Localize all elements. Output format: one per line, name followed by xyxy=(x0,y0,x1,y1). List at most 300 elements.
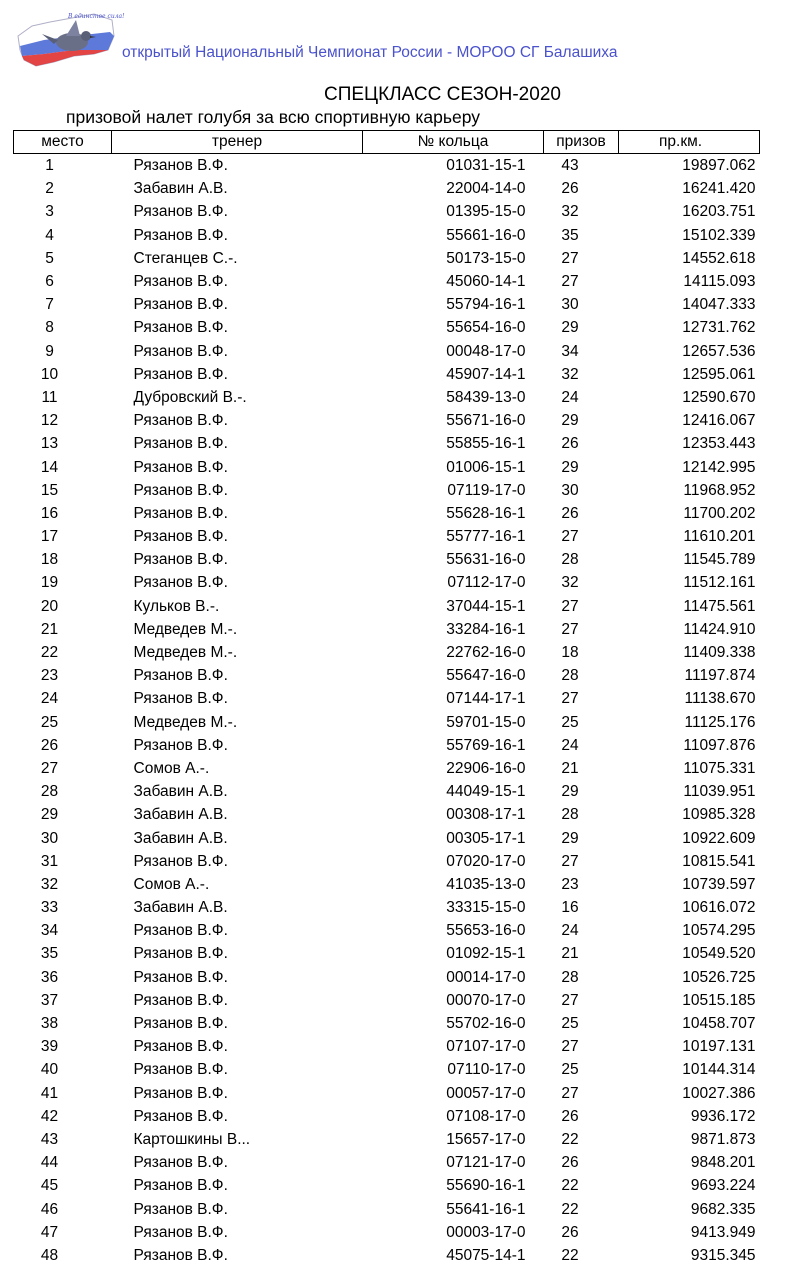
cell-trainer: Рязанов В.Ф. xyxy=(133,922,228,940)
cell-km: 10027.386 xyxy=(682,1084,756,1102)
table-row xyxy=(14,641,760,664)
cell-km: 12657.536 xyxy=(682,342,756,360)
season-title: СПЕЦКЛАСС СЕЗОН-2020 xyxy=(324,84,561,105)
cell-trainer: Рязанов В.Ф. xyxy=(133,528,228,546)
header-ring: № кольца xyxy=(363,131,544,154)
cell-trainer: Рязанов В.Ф. xyxy=(133,481,228,499)
cell-place: 46 xyxy=(40,1200,59,1218)
cell-trainer: Рязанов В.Ф. xyxy=(133,412,228,430)
cell-place: 22 xyxy=(40,644,59,662)
cell-prizes: 27 xyxy=(561,273,579,291)
cell-prizes: 28 xyxy=(561,806,579,824)
cell-place: 25 xyxy=(40,713,59,731)
cell-prizes: 35 xyxy=(561,226,579,244)
cell-prizes: 28 xyxy=(561,551,579,569)
table-row xyxy=(14,757,760,780)
cell-prizes: 21 xyxy=(561,945,579,963)
cell-place: 37 xyxy=(40,991,59,1009)
cell-ring: 00070-17-0 xyxy=(446,991,526,1009)
table-row xyxy=(14,687,760,710)
cell-trainer: Рязанов В.Ф. xyxy=(133,1154,228,1172)
cell-km: 10515.185 xyxy=(682,991,756,1009)
cell-place: 38 xyxy=(40,1015,59,1033)
cell-trainer: Картошкины В... xyxy=(133,1130,251,1148)
cell-place: 29 xyxy=(40,806,59,824)
cell-trainer: Рязанов В.Ф. xyxy=(133,226,228,244)
cell-trainer: Рязанов В.Ф. xyxy=(133,1015,228,1033)
cell-place: 27 xyxy=(40,759,59,777)
championship-title: открытый Национальный Чемпионат России - МОРОО СГ Балашиха xyxy=(122,44,618,61)
table-row xyxy=(14,363,760,386)
table-row xyxy=(14,316,760,339)
cell-prizes: 27 xyxy=(561,597,579,615)
cell-place: 40 xyxy=(40,1061,59,1079)
cell-trainer: Сомов А.-. xyxy=(133,759,210,777)
cell-prizes: 22 xyxy=(561,1246,579,1264)
cell-km: 11197.874 xyxy=(684,667,756,685)
cell-place: 4 xyxy=(45,226,54,244)
cell-prizes: 26 xyxy=(561,1154,579,1172)
table-row xyxy=(14,1128,760,1151)
cell-prizes: 16 xyxy=(561,899,579,917)
cell-ring: 01092-15-1 xyxy=(446,945,526,963)
cell-place: 20 xyxy=(40,597,59,615)
cell-trainer: Забавин А.В. xyxy=(133,783,228,801)
cell-ring: 00003-17-0 xyxy=(446,1223,526,1241)
cell-ring: 00057-17-0 xyxy=(446,1084,526,1102)
cell-place: 5 xyxy=(45,249,54,267)
table-header xyxy=(14,131,760,154)
cell-km: 11409.338 xyxy=(683,644,756,662)
cell-km: 11475.561 xyxy=(683,597,756,615)
cell-place: 30 xyxy=(40,829,59,847)
table-row xyxy=(14,989,760,1012)
cell-km: 11545.789 xyxy=(683,551,756,569)
cell-ring: 55702-16-0 xyxy=(446,1015,526,1033)
table-row xyxy=(14,154,760,178)
cell-ring: 59701-15-0 xyxy=(446,713,526,731)
cell-ring: 55654-16-0 xyxy=(446,319,526,337)
cell-place: 34 xyxy=(40,922,59,940)
cell-prizes: 23 xyxy=(561,875,579,893)
cell-trainer: Рязанов В.Ф. xyxy=(133,1107,228,1125)
cell-prizes: 29 xyxy=(561,412,579,430)
cell-prizes: 24 xyxy=(561,922,579,940)
cell-place: 21 xyxy=(40,620,59,638)
cell-km: 10985.328 xyxy=(682,806,756,824)
cell-km: 11125.176 xyxy=(684,713,756,731)
table-row xyxy=(14,1012,760,1035)
cell-prizes: 25 xyxy=(561,1015,579,1033)
cell-place: 31 xyxy=(40,852,59,870)
cell-trainer: Рязанов В.Ф. xyxy=(133,667,228,685)
cell-place: 33 xyxy=(40,899,59,917)
cell-ring: 55690-16-1 xyxy=(446,1177,526,1195)
cell-prizes: 29 xyxy=(561,783,579,801)
cell-km: 12353.443 xyxy=(682,435,756,453)
cell-trainer: Рязанов В.Ф. xyxy=(133,1177,228,1195)
cell-km: 14552.618 xyxy=(682,249,756,267)
cell-place: 17 xyxy=(40,528,59,546)
cell-prizes: 43 xyxy=(561,157,579,175)
table-row xyxy=(14,1058,760,1081)
cell-trainer: Рязанов В.Ф. xyxy=(133,1246,228,1264)
cell-km: 11075.331 xyxy=(683,759,756,777)
cell-prizes: 30 xyxy=(561,481,579,499)
subtitle: призовой налет голубя за всю спортивную карьеру xyxy=(66,107,481,127)
table-row xyxy=(14,664,760,687)
cell-place: 6 xyxy=(45,273,54,291)
cell-trainer: Забавин А.В. xyxy=(133,829,228,847)
cell-km: 9682.335 xyxy=(690,1200,756,1218)
cell-trainer: Рязанов В.Ф. xyxy=(133,690,228,708)
cell-prizes: 21 xyxy=(561,759,579,777)
cell-prizes: 26 xyxy=(561,1223,579,1241)
cell-km: 12416.067 xyxy=(682,412,756,430)
cell-km: 9871.873 xyxy=(690,1130,756,1148)
cell-prizes: 27 xyxy=(561,690,579,708)
cell-place: 43 xyxy=(40,1130,59,1148)
cell-km: 10549.520 xyxy=(682,945,756,963)
cell-km: 11610.201 xyxy=(683,528,756,546)
table-row xyxy=(14,780,760,803)
cell-trainer: Рязанов В.Ф. xyxy=(133,342,228,360)
cell-place: 44 xyxy=(40,1154,59,1172)
cell-trainer: Рязанов В.Ф. xyxy=(133,1200,228,1218)
cell-trainer: Рязанов В.Ф. xyxy=(133,736,228,754)
cell-prizes: 29 xyxy=(561,829,579,847)
cell-place: 15 xyxy=(40,481,59,499)
cell-trainer: Забавин А.В. xyxy=(133,180,228,198)
table-row xyxy=(14,1082,760,1105)
cell-place: 41 xyxy=(40,1084,59,1102)
table-row xyxy=(14,1244,760,1267)
cell-trainer: Кульков В.-. xyxy=(133,597,220,615)
cell-km: 11968.952 xyxy=(683,481,756,499)
cell-km: 14047.333 xyxy=(682,296,756,314)
cell-trainer: Забавин А.В. xyxy=(133,806,228,824)
cell-km: 10922.609 xyxy=(682,829,756,847)
cell-ring: 33315-15-0 xyxy=(446,899,526,917)
cell-prizes: 27 xyxy=(561,852,579,870)
cell-trainer: Рязанов В.Ф. xyxy=(133,852,228,870)
cell-km: 12595.061 xyxy=(682,365,756,383)
cell-prizes: 25 xyxy=(561,713,579,731)
table-row xyxy=(14,455,760,478)
cell-km: 11039.951 xyxy=(683,783,756,801)
cell-place: 3 xyxy=(45,203,54,221)
table-row xyxy=(14,826,760,849)
cell-trainer: Рязанов В.Ф. xyxy=(133,504,228,522)
table-row xyxy=(14,1151,760,1174)
cell-trainer: Сомов А.-. xyxy=(133,875,210,893)
cell-km: 10574.295 xyxy=(682,922,756,940)
cell-place: 47 xyxy=(40,1223,59,1241)
cell-prizes: 32 xyxy=(561,574,579,592)
cell-km: 10458.707 xyxy=(682,1015,756,1033)
cell-place: 48 xyxy=(40,1246,59,1264)
table-row xyxy=(14,618,760,641)
cell-place: 36 xyxy=(40,968,59,986)
cell-km: 16203.751 xyxy=(682,203,756,221)
cell-ring: 55769-16-1 xyxy=(446,736,526,754)
cell-ring: 00048-17-0 xyxy=(446,342,526,360)
cell-place: 12 xyxy=(40,412,59,430)
cell-prizes: 27 xyxy=(561,1084,579,1102)
table-row xyxy=(14,502,760,525)
cell-ring: 55641-16-1 xyxy=(446,1200,526,1218)
cell-km: 15102.339 xyxy=(682,226,756,244)
cell-trainer: Рязанов В.Ф. xyxy=(133,1084,228,1102)
cell-ring: 50173-15-0 xyxy=(446,249,526,267)
cell-ring: 01031-15-1 xyxy=(446,157,526,175)
cell-prizes: 27 xyxy=(561,620,579,638)
table-row xyxy=(14,850,760,873)
cell-place: 26 xyxy=(40,736,59,754)
cell-trainer: Рязанов В.Ф. xyxy=(133,435,228,453)
cell-prizes: 24 xyxy=(561,736,579,754)
cell-km: 9936.172 xyxy=(690,1107,756,1125)
cell-prizes: 27 xyxy=(561,528,579,546)
table-row xyxy=(14,873,760,896)
cell-km: 10526.725 xyxy=(682,968,756,986)
cell-trainer: Рязанов В.Ф. xyxy=(133,945,228,963)
cell-place: 9 xyxy=(45,342,54,360)
cell-prizes: 29 xyxy=(561,458,579,476)
cell-ring: 07119-17-0 xyxy=(447,481,526,499)
cell-prizes: 27 xyxy=(561,1038,579,1056)
cell-ring: 00014-17-0 xyxy=(446,968,526,986)
cell-place: 2 xyxy=(45,180,54,198)
cell-place: 32 xyxy=(40,875,59,893)
table-row xyxy=(14,919,760,942)
cell-ring: 22762-16-0 xyxy=(446,644,526,662)
cell-place: 14 xyxy=(40,458,59,476)
cell-ring: 22004-14-0 xyxy=(446,180,526,198)
table-row xyxy=(14,1197,760,1220)
table-row xyxy=(14,896,760,919)
cell-trainer: Рязанов В.Ф. xyxy=(133,1223,228,1241)
cell-km: 12142.995 xyxy=(682,458,756,476)
cell-trainer: Рязанов В.Ф. xyxy=(133,365,228,383)
cell-km: 10616.072 xyxy=(682,899,756,917)
logo xyxy=(14,6,125,78)
header-trainer: тренер xyxy=(112,131,363,154)
cell-km: 19897.062 xyxy=(682,157,756,175)
cell-prizes: 22 xyxy=(561,1130,579,1148)
cell-trainer: Рязанов В.Ф. xyxy=(133,1038,228,1056)
table-row xyxy=(14,409,760,432)
cell-ring: 00308-17-1 xyxy=(446,806,526,824)
cell-km: 10144.314 xyxy=(682,1061,756,1079)
cell-km: 12590.670 xyxy=(682,388,756,406)
russia-pigeon-logo-icon xyxy=(14,6,125,78)
cell-trainer: Рязанов В.Ф. xyxy=(133,458,228,476)
cell-km: 10197.131 xyxy=(682,1038,756,1056)
cell-ring: 01395-15-0 xyxy=(446,203,526,221)
header-place: место xyxy=(14,131,112,154)
cell-km: 11512.161 xyxy=(683,574,756,592)
cell-trainer: Медведев М.-. xyxy=(133,713,238,731)
table-row xyxy=(14,432,760,455)
cell-ring: 01006-15-1 xyxy=(446,458,526,476)
cell-prizes: 26 xyxy=(561,435,579,453)
cell-trainer: Рязанов В.Ф. xyxy=(133,991,228,1009)
cell-prizes: 28 xyxy=(561,968,579,986)
cell-prizes: 28 xyxy=(561,667,579,685)
cell-km: 11138.670 xyxy=(684,690,756,708)
cell-prizes: 24 xyxy=(561,388,579,406)
table-row xyxy=(14,1035,760,1058)
cell-ring: 07110-17-0 xyxy=(447,1061,526,1079)
cell-ring: 07121-17-0 xyxy=(446,1154,526,1172)
cell-ring: 00305-17-1 xyxy=(446,829,526,847)
cell-km: 16241.420 xyxy=(682,180,756,198)
table-row xyxy=(14,177,760,200)
cell-ring: 55777-16-1 xyxy=(446,528,526,546)
cell-ring: 55661-16-0 xyxy=(446,226,526,244)
table-row xyxy=(14,200,760,223)
table-row xyxy=(14,1105,760,1128)
header-prizes: призов xyxy=(544,131,619,154)
cell-ring: 58439-13-0 xyxy=(446,388,526,406)
cell-trainer: Рязанов В.Ф. xyxy=(133,203,228,221)
table-row xyxy=(14,595,760,618)
cell-prizes: 29 xyxy=(561,319,579,337)
header-km: пр.км. xyxy=(619,131,760,154)
cell-ring: 22906-16-0 xyxy=(446,759,526,777)
cell-km: 10739.597 xyxy=(682,875,756,893)
table-row xyxy=(14,571,760,594)
cell-ring: 44049-15-1 xyxy=(446,783,526,801)
table-row xyxy=(14,525,760,548)
cell-km: 9315.345 xyxy=(690,1246,756,1264)
cell-prizes: 32 xyxy=(561,365,579,383)
cell-trainer: Забавин А.В. xyxy=(133,899,228,917)
cell-prizes: 26 xyxy=(561,180,579,198)
cell-ring: 37044-15-1 xyxy=(446,597,526,615)
cell-place: 16 xyxy=(40,504,59,522)
cell-trainer: Рязанов В.Ф. xyxy=(133,319,228,337)
table-row xyxy=(14,224,760,247)
cell-place: 23 xyxy=(40,667,59,685)
cell-km: 11097.876 xyxy=(683,736,756,754)
cell-km: 10815.541 xyxy=(682,852,756,870)
cell-place: 19 xyxy=(40,574,59,592)
cell-trainer: Рязанов В.Ф. xyxy=(133,157,228,175)
table-row xyxy=(14,734,760,757)
cell-trainer: Рязанов В.Ф. xyxy=(133,551,228,569)
cell-place: 18 xyxy=(40,551,59,569)
table-row xyxy=(14,479,760,502)
logo-text: В единстве сила! xyxy=(68,13,125,20)
cell-place: 8 xyxy=(45,319,54,337)
cell-ring: 45060-14-1 xyxy=(446,273,526,291)
cell-ring: 55855-16-1 xyxy=(446,435,526,453)
cell-trainer: Дубровский В.-. xyxy=(133,388,247,406)
cell-ring: 07112-17-0 xyxy=(447,574,526,592)
table-row xyxy=(14,1221,760,1244)
cell-place: 13 xyxy=(40,435,59,453)
cell-trainer: Медведев М.-. xyxy=(133,620,238,638)
table-row xyxy=(14,1174,760,1197)
table-row xyxy=(14,548,760,571)
table-row xyxy=(14,340,760,363)
cell-place: 39 xyxy=(40,1038,59,1056)
table-row xyxy=(14,942,760,965)
cell-place: 28 xyxy=(40,783,59,801)
cell-ring: 33284-16-1 xyxy=(446,620,526,638)
table-row xyxy=(14,270,760,293)
cell-km: 9693.224 xyxy=(690,1177,756,1195)
cell-ring: 55671-16-0 xyxy=(446,412,526,430)
cell-place: 11 xyxy=(41,388,58,406)
cell-km: 9413.949 xyxy=(690,1223,756,1241)
cell-trainer: Рязанов В.Ф. xyxy=(133,968,228,986)
cell-km: 14115.093 xyxy=(683,273,756,291)
cell-ring: 07107-17-0 xyxy=(446,1038,526,1056)
table-row xyxy=(14,293,760,316)
cell-prizes: 30 xyxy=(561,296,579,314)
cell-ring: 07144-17-1 xyxy=(446,690,526,708)
cell-place: 45 xyxy=(40,1177,59,1195)
cell-km: 12731.762 xyxy=(682,319,756,337)
cell-place: 42 xyxy=(40,1107,59,1125)
cell-ring: 45075-14-1 xyxy=(446,1246,526,1264)
cell-km: 11424.910 xyxy=(683,620,756,638)
table-row xyxy=(14,247,760,270)
cell-place: 35 xyxy=(40,945,59,963)
cell-place: 7 xyxy=(45,296,54,314)
cell-ring: 07020-17-0 xyxy=(446,852,526,870)
cell-prizes: 34 xyxy=(561,342,579,360)
cell-trainer: Стеганцев С.-. xyxy=(133,249,238,267)
cell-ring: 07108-17-0 xyxy=(446,1107,526,1125)
cell-prizes: 18 xyxy=(561,644,579,662)
cell-ring: 41035-13-0 xyxy=(446,875,526,893)
cell-place: 24 xyxy=(40,690,59,708)
cell-prizes: 25 xyxy=(561,1061,579,1079)
cell-ring: 55653-16-0 xyxy=(446,922,526,940)
cell-ring: 55647-16-0 xyxy=(446,667,526,685)
cell-ring: 55628-16-1 xyxy=(446,504,526,522)
cell-km: 11700.202 xyxy=(683,504,756,522)
cell-km: 9848.201 xyxy=(690,1154,756,1172)
cell-trainer: Рязанов В.Ф. xyxy=(133,1061,228,1079)
cell-prizes: 22 xyxy=(561,1177,579,1195)
cell-ring: 55631-16-0 xyxy=(446,551,526,569)
results-table xyxy=(13,130,760,1267)
cell-prizes: 22 xyxy=(561,1200,579,1218)
cell-prizes: 26 xyxy=(561,1107,579,1125)
cell-trainer: Рязанов В.Ф. xyxy=(133,574,228,592)
cell-place: 1 xyxy=(45,157,54,175)
table-row xyxy=(14,966,760,989)
table-row xyxy=(14,803,760,826)
table-row xyxy=(14,711,760,734)
table-row xyxy=(14,386,760,409)
cell-prizes: 26 xyxy=(561,504,579,522)
cell-trainer: Рязанов В.Ф. xyxy=(133,273,228,291)
cell-prizes: 32 xyxy=(561,203,579,221)
cell-place: 10 xyxy=(40,365,59,383)
cell-ring: 45907-14-1 xyxy=(446,365,526,383)
cell-ring: 55794-16-1 xyxy=(446,296,526,314)
cell-trainer: Медведев М.-. xyxy=(133,644,238,662)
cell-prizes: 27 xyxy=(561,991,579,1009)
table-body xyxy=(14,154,760,1268)
cell-trainer: Рязанов В.Ф. xyxy=(133,296,228,314)
